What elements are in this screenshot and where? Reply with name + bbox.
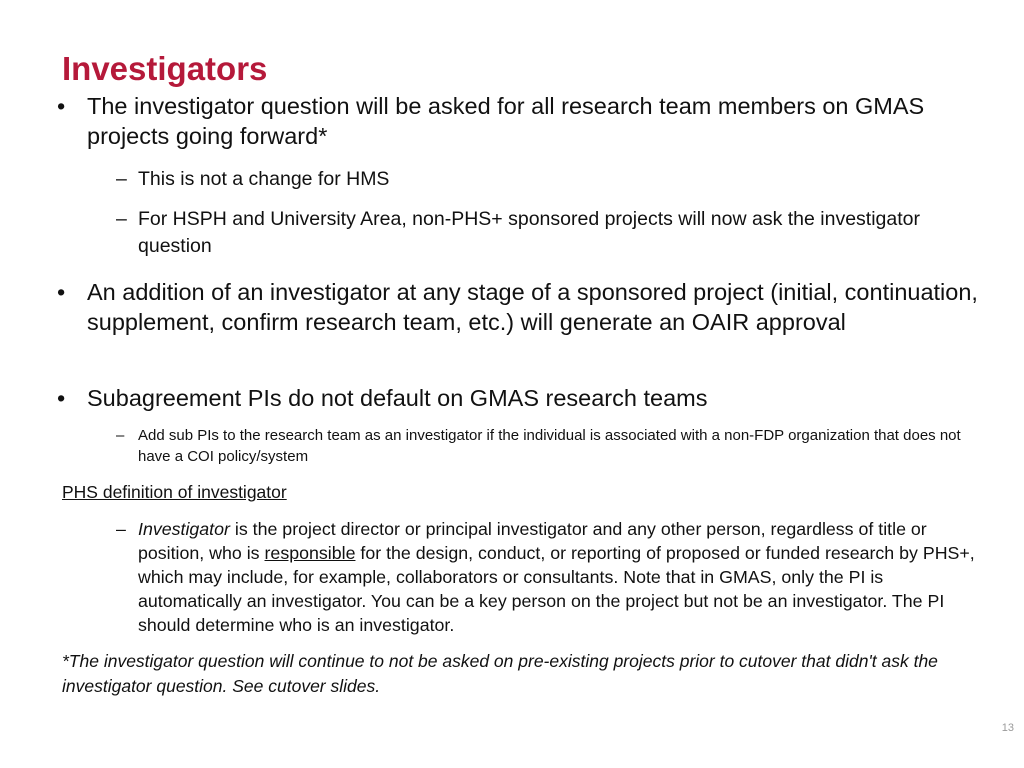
slide-title: Investigators [62, 50, 268, 87]
bullet-icon: • [57, 93, 66, 119]
definition-text [138, 517, 976, 637]
bullet-icon: • [57, 279, 66, 305]
sub-bullet-1-1 [116, 166, 996, 193]
definition-heading: PHS definition of investigator [62, 482, 287, 502]
dash-icon: – [116, 519, 126, 539]
definition-item [116, 517, 976, 637]
definition-part-2: for the design, conduct, or reporting of proposed or funded research by PHS+, which may include, for example, collaborators or consultants. Note that in GMAS, only the PI is automatically an investigator. You can be a key person on the project but not be an investigator. The PI should determine who is an investigator. [138, 543, 975, 635]
sub-bullet-text: This is not a change for HMS [138, 168, 390, 190]
dash-icon: – [116, 168, 127, 190]
sub-bullet-text: For HSPH and University Area, non-PHS+ sponsored projects will now ask the investigator question [138, 208, 920, 257]
sub-bullet-1-2 [116, 206, 996, 260]
definition-term: Investigator [138, 519, 230, 539]
sub-bullet-text: Add sub PIs to the research team as an investigator if the individual is associated with a non-FDP organization that does not have a COI policy/system [138, 427, 961, 465]
bullet-icon: • [57, 385, 66, 411]
bullet-text: An addition of an investigator at any stage of a sponsored project (initial, continuation, supplement, confirm research team, etc.) will generate an OAIR approval [87, 279, 978, 335]
dash-icon: – [116, 208, 127, 230]
page-number: 13 [1001, 722, 1014, 734]
dash-icon: – [116, 427, 125, 444]
bullet-item-2 [57, 277, 987, 337]
bullet-text: Subagreement PIs do not default on GMAS research teams [87, 385, 708, 411]
bullet-text: The investigator question will be asked for all research team members on GMAS projects going forward* [87, 93, 925, 149]
footnote: *The investigator question will continue to not be asked on pre-existing projects prior to cutover that didn't ask the investigator question. See cutover slides. [62, 651, 938, 696]
bullet-item-1 [57, 91, 987, 151]
definition-underlined-word: responsible [264, 543, 356, 563]
sub-bullet-3-1 [116, 425, 996, 467]
bullet-item-3 [57, 383, 987, 413]
definition-part-1: is the project director or principal investigator and any other person, regardless of title or position, who is [138, 519, 927, 563]
